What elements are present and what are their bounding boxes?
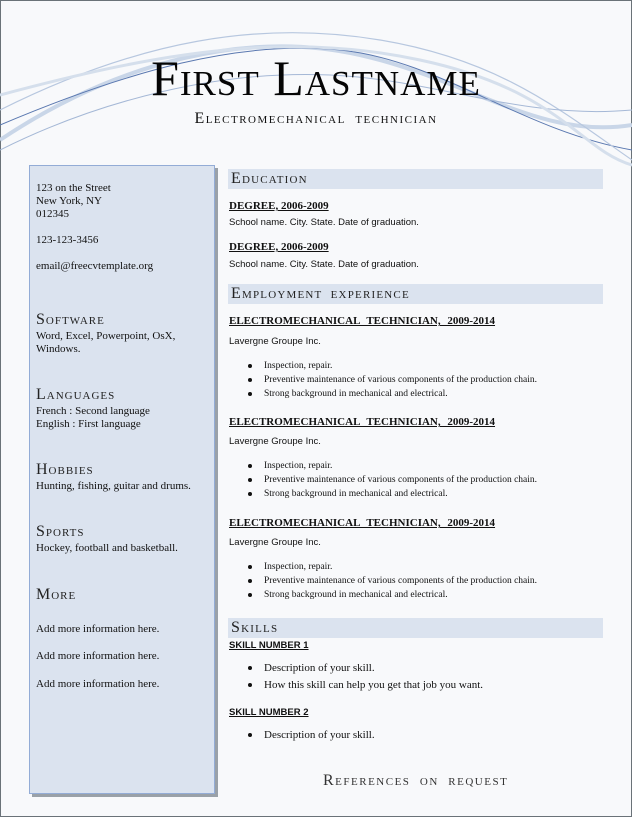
job-company: Lavergne Groupe Inc. [229, 537, 321, 548]
bullet-text: Description of your skill. [264, 729, 375, 741]
more-item: Add more information here. [36, 650, 160, 662]
bullet-text: Inspection, repair. [264, 461, 333, 471]
address-line: New York, NY [36, 195, 103, 207]
job-company: Lavergne Groupe Inc. [229, 336, 321, 347]
degree-title: DEGREE, 2006-2009 [229, 200, 329, 212]
job-title: ELECTROMECHANICAL TECHNICIAN, 2009-2014 [229, 315, 496, 327]
email: email@freecvtemplate.org [36, 260, 154, 272]
address-line: 123 on the Street [36, 182, 111, 194]
more-item: Add more information here. [36, 623, 160, 635]
more-item: Add more information here. [36, 678, 160, 690]
job-bullet [248, 461, 332, 471]
job-bullet [248, 576, 537, 586]
job-bullet [248, 489, 448, 499]
bullet-text: How this skill can help you get that job you want. [264, 679, 484, 691]
job-company: Lavergne Groupe Inc. [229, 436, 321, 447]
sports-text: Hockey, football and basketball. [36, 542, 178, 554]
bullet-text: Description of your skill. [264, 662, 375, 674]
degree-title: DEGREE, 2006-2009 [229, 241, 329, 253]
bullet-text: Preventive maintenance of various components of the production chain. [264, 475, 538, 485]
software-text: Windows. [36, 343, 81, 355]
skill-bullet [248, 662, 375, 674]
languages-heading: Languages [36, 386, 116, 403]
job-bullet [248, 475, 537, 485]
languages-text: English : First language [36, 418, 141, 430]
candidate-name: First Lastname [151, 50, 481, 106]
software-text: Word, Excel, Powerpoint, OsX, [36, 330, 176, 342]
bullet-text: Strong background in mechanical and electrical. [264, 489, 448, 499]
phone: 123-123-3456 [36, 234, 99, 246]
candidate-title: Electromechanical technician [194, 110, 438, 127]
job-title: ELECTROMECHANICAL TECHNICIAN, 2009-2014 [229, 416, 496, 428]
bullet-text: Strong background in mechanical and electrical. [264, 590, 448, 600]
job-bullet [248, 361, 332, 371]
skill-name: SKILL NUMBER 2 [229, 707, 309, 718]
skills-heading: Skills [228, 618, 603, 638]
languages-text: French : Second language [36, 405, 150, 417]
job-bullet [248, 389, 448, 399]
sports-heading: Sports [36, 523, 85, 540]
degree-detail: School name. City. State. Date of graduation. [229, 217, 419, 228]
bullet-text: Preventive maintenance of various components of the production chain. [264, 375, 538, 385]
more-heading: More [36, 586, 77, 603]
bullet-text: Preventive maintenance of various components of the production chain. [264, 576, 538, 586]
skill-name: SKILL NUMBER 1 [229, 640, 309, 651]
job-bullet [248, 562, 332, 572]
hobbies-text: Hunting, fishing, guitar and drums. [36, 480, 191, 492]
bullet-text: Inspection, repair. [264, 562, 333, 572]
skill-bullet [248, 729, 375, 741]
bullet-text: Strong background in mechanical and electrical. [264, 389, 448, 399]
address-line: 012345 [36, 208, 69, 220]
job-bullet [248, 375, 537, 385]
job-title: ELECTROMECHANICAL TECHNICIAN, 2009-2014 [229, 517, 496, 529]
job-bullet [248, 590, 448, 600]
software-heading: Software [36, 311, 105, 328]
education-heading: Education [228, 169, 603, 189]
employment-heading: Employment experience [228, 284, 603, 304]
bullet-text: Inspection, repair. [264, 361, 333, 371]
hobbies-heading: Hobbies [36, 461, 94, 478]
degree-detail: School name. City. State. Date of graduation. [229, 259, 419, 270]
skill-bullet [248, 679, 483, 691]
references-note: References on request [323, 772, 509, 789]
